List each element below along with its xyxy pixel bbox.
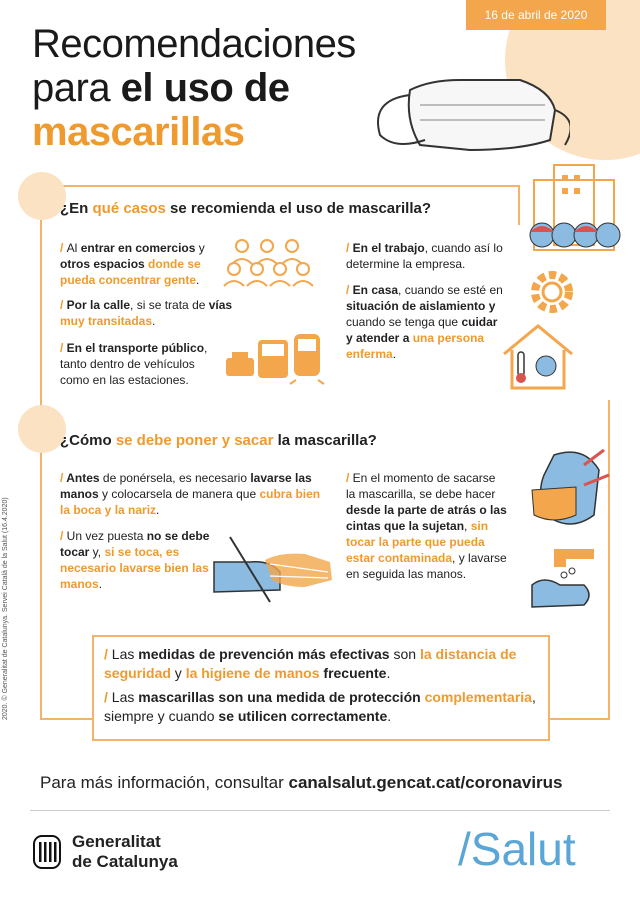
section1-heading: ¿En qué casos se recomienda el uso de mascarilla? [60,200,431,217]
item-transporte: / En el transporte público, tanto dentro de vehículos como en las estaciones. [60,341,208,387]
crowd-icon [222,234,327,289]
item-trabajo: / En el trabajo, cuando así lo determine la empresa. [346,241,503,271]
item-calle: / Por la calle, si se trata de vías muy transitadas. [60,298,233,328]
divider [30,810,610,811]
decorative-circle [18,172,66,220]
date-badge: 16 de abril de 2020 [466,0,606,30]
page-title [32,22,356,154]
gencat-line1: Generalitat [72,832,161,851]
title-line2a: para [32,66,121,110]
gencat-line2: de Catalunya [72,852,178,871]
gencat-logo [30,832,178,872]
info-link[interactable]: canalsalut.gencat.cat/coronavirus [288,773,563,792]
gear-icon [522,262,582,322]
decorative-circle [18,405,66,453]
side-credit: 2020. © Generalitat de Catalunya. Servei Català de la Salut (16.4.2020) [2,497,9,720]
item-antes: / Antes de ponérsela, es necesario lavarse las manos y colocarsela de manera que cubra bien la boca y la nariz. [60,471,321,517]
key-message-2: / Las mascarillas son una medida de protección complementaria, siempre y cuando se utilicen correctamente. [104,689,536,724]
title-line3: mascarillas [32,110,245,154]
hand-washing-icon [524,545,614,615]
mask-illustration [370,50,570,160]
title-line1: Recomendaciones [32,22,356,66]
more-info: Para más información, consultar canalsalut.gencat.cat/coronavirus [40,773,563,792]
hand-mask-icon [210,532,340,607]
title-line2b: el uso de [120,66,290,110]
key-message-1: / Las medidas de prevención más efectivas son la distancia de seguridad y la higiene de manos frecuente. [104,646,517,681]
item-puesta: / Un vez puesta no se debe tocar y, si se toca, es necesario lavarse bien las manos. [60,529,210,591]
item-comercios: / Al entrar en comercios y otros espacios donde se pueda concentrar gente. [60,241,205,287]
item-casa: / En casa, cuando se esté en situación de aislamiento y cuando se tenga que cuidar y atender a una persona enferma. [346,283,503,361]
item-sacarse: / En el momento de sacarse la mascarilla, se debe hacer desde la parte de atrás o las cintas que la sujetan, sin tocar la parte que pueda estar contaminada, y lavarse en seguida las manos. [346,471,507,581]
transport-icon [222,330,327,385]
key-message-box [92,635,550,741]
house-sick-icon [498,322,578,392]
salut-logo: /Salut [458,823,576,875]
face-mask-icon [524,445,614,540]
section2-heading: ¿Cómo se debe poner y sacar la mascarilla? [60,432,377,449]
gencat-emblem-icon [30,832,64,872]
